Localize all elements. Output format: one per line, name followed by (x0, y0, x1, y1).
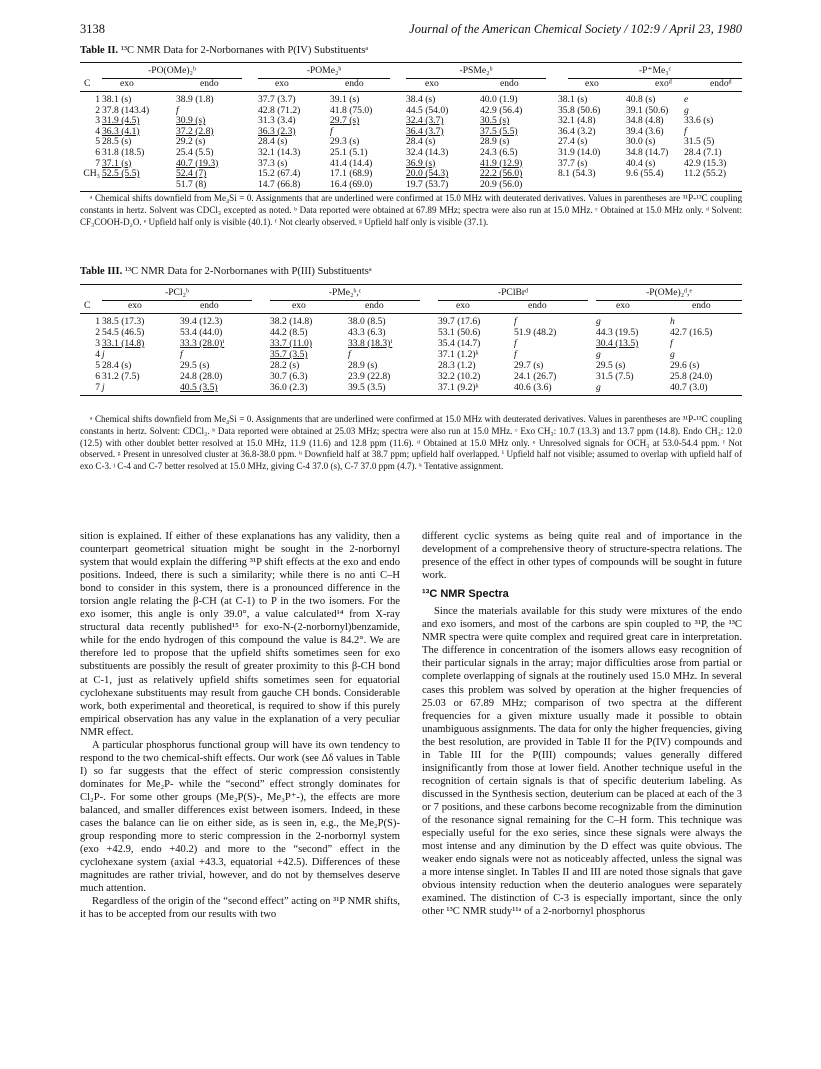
table-cell: e (684, 94, 689, 105)
table-cell: 20.0 (54.3) (406, 168, 449, 180)
table-cell: 44.5 (54.0) (406, 104, 449, 116)
table-subheader: exo (585, 78, 599, 89)
table-cell: 31.5 (7.5) (596, 371, 634, 382)
table-cell: 44.3 (19.5) (596, 327, 639, 338)
table-cell: h (670, 316, 675, 327)
table-cell: 30.7 (6.3) (270, 371, 308, 382)
table-cell: 30.4 (13.5) (596, 338, 639, 349)
table-subheader: exo (456, 300, 470, 311)
table-cell: 38.4 (s) (406, 94, 436, 105)
table-subheader: exo (120, 78, 134, 89)
table-cell: 52.4 (7) (176, 168, 207, 180)
table-cell: 40.5 (3.5) (180, 382, 218, 393)
table-cell: 39.1 (50.6) (626, 104, 669, 116)
table-cell: 32.4 (14.3) (406, 147, 449, 158)
table-cell: 23.9 (22.8) (348, 371, 391, 382)
table-subheader: endoᵈ (710, 78, 732, 89)
table-cell: 34.8 (4.8) (626, 115, 664, 127)
table-group-header: -POMe₂ᵇ (258, 65, 390, 79)
table-cell: f (670, 338, 673, 349)
table-rule (80, 62, 742, 63)
table-cell: 14.7 (66.8) (258, 178, 301, 190)
table-cell: 29.7 (s) (514, 360, 544, 371)
table-subheader: endo (200, 300, 219, 311)
table-cell: f (180, 349, 183, 360)
table-group-header: -P⁺Me₃ᶜ (568, 65, 742, 79)
table-cell: g (596, 349, 601, 360)
table-cell: 37.1 (1.2)ᵏ (438, 349, 479, 360)
table-cell: 43.3 (6.3) (348, 327, 386, 338)
table-cell: 17.1 (68.9) (330, 168, 373, 180)
table-cell: 31.9 (14.0) (558, 147, 601, 158)
table3-caption-text: ¹³C NMR Data for 2-Norbornanes with P(III) Substituentsᵃ (122, 266, 372, 277)
table-rule (80, 91, 742, 92)
table-cell: 40.6 (3.6) (514, 382, 552, 393)
table-cell: 37.1 (9.2)ᵏ (438, 382, 479, 393)
table-cell: 33.1 (14.8) (102, 338, 145, 349)
table-cell: 38.0 (8.5) (348, 316, 386, 327)
table-cell: 42.9 (56.4) (480, 104, 523, 116)
table-cell: 33.3 (28.0)ⁱ (180, 338, 225, 349)
table-row-label: 2 (95, 104, 100, 116)
table-cell: 29.3 (s) (330, 136, 360, 148)
table-cell: 32.1 (14.3) (258, 147, 301, 158)
table-cell: 31.2 (7.5) (102, 371, 140, 382)
table-cell: 37.7 (s) (558, 157, 588, 169)
table3-caption-label: Table III. (80, 266, 123, 277)
table-subheader: exo (425, 78, 439, 89)
right-column (422, 530, 742, 918)
table-cell: f (514, 349, 517, 360)
table-rule (80, 395, 742, 396)
table-row-label: 5 (95, 360, 100, 371)
table3 (80, 284, 742, 409)
table-cell: 28.5 (s) (102, 136, 132, 148)
table-cell: 32.1 (4.8) (558, 115, 596, 127)
table-cell: 38.1 (s) (558, 94, 588, 105)
table-cell: 36.4 (3.2) (558, 125, 596, 137)
table-cell: f (176, 104, 179, 116)
table-cell: 51.7 (8) (176, 178, 207, 190)
table-subheader: endo (200, 78, 219, 89)
table2-caption-label: Table II. (80, 45, 119, 56)
table-group-header: -PCl₂ᵇ (102, 287, 252, 301)
table-rule (80, 284, 742, 285)
table3-footnotes: ᵃ Chemical shifts downfield from Me₄Si = 0. Assignments that are underlined were confirmed at 15.0 MHz with deuterated derivatives. Values in parentheses are ³¹P-¹³C coupling constants in hertz. Solvent: CDCl₃. ᵇ Data reported were obtained at 25.03 MHz; spectra were also run at 15.0 MHz. ᶜ Exo CH₃: 10.7 (13.3) and 13.7 ppm (14.8). Endo CH₃: 12.0 (12.5) with other doublet better resolved at 15.0 MHz, 11.9 (11.6) and 12.8 ppm (11.6). ᵈ Obtained at 15.0 MHz only. ᵉ Unresolved signals for OCH₃ at 53.0-54.4 ppm. ᶠ Not observed. ᵍ Present in unresolved cluster at 36.8-38.0 ppm. ʰ Downfield half at 38.7 ppm; upfield half overlapped. ⁱ Upfield half not visible; assumed to overlap with upfield half of exo C-3. ʲ C-4 and C-7 better resolved at 15.0 MHz, giving C-4 37.0 (s), C-7 37.0 ppm (4.7). ᵏ Tentative assignment. (80, 414, 742, 472)
table-cell: 28.4 (s) (102, 360, 132, 371)
table-cell: 30.0 (s) (626, 136, 656, 148)
table-cell: 36.0 (2.3) (270, 382, 308, 393)
table-row-label: 5 (95, 136, 100, 148)
table-cell: 40.7 (3.0) (670, 382, 708, 393)
table-group-header: -PSMe₂ᵇ (406, 65, 546, 79)
table-cell: 9.6 (55.4) (626, 168, 664, 180)
table-cell: f (348, 349, 351, 360)
left-paragraph: sition is explained. If either of these explanations has any validity, then a counterpart geometrical situation might be sought in the 2-norbornyl system that would explain the differing ³¹P shift effects at the exo and endo positions. Indeed, there is such a similarity; while there is no anti C–H bond to consider in this system, there is a pronounced difference in the torsion angle relating the β-CH (at C-1) to P in the two isomers. For the exo isomer, this angle is only 39.0°, a value calculated¹⁴ from X-ray structural data recently published¹⁵ for exo-N-(2-norbornyl)benzamide, while for the endo hydrogen of this compound the value is 84.2°. We are therefore led to propose that the upfield shifts sometimes seen for exo substituents are possibly the result of greater proximity to this β-CH bond at C-1, just as relatively upfield shifts sometimes seen for equatorial cyclohexane substituents may result from gauche CH bonds. Considerable work, both experimental and theoretical, is required to show if this purely empirical observation has any value in the explanation of a very peculiar NMR effect. (80, 531, 400, 738)
table-cell: 32.2 (10.2) (438, 371, 481, 382)
table-row-label: 7 (95, 157, 100, 169)
table-cell: 53.1 (50.6) (438, 327, 481, 338)
table-cell: 51.9 (48.2) (514, 327, 557, 338)
right-paragraph: different cyclic systems as being quite real and of importance in the development of a comprehensive theory of structure-spectra relations. The presence of the effect in other types of compounds will be sought in future work. (422, 531, 742, 582)
table-cell: 41.9 (12.9) (480, 157, 523, 169)
table-cell: 33.6 (s) (684, 115, 714, 127)
table-cell: 15.2 (67.4) (258, 168, 301, 180)
table-cell: 38.9 (1.8) (176, 94, 214, 105)
table-cell: 28.4 (7.1) (684, 147, 722, 158)
table-cell: 40.7 (19.3) (176, 157, 219, 169)
table-cell: 24.3 (6.5) (480, 147, 518, 158)
table-row-label: 2 (95, 327, 100, 338)
table-group-header: -PClBrᵈ (438, 287, 588, 301)
table-cell: 25.1 (5.1) (330, 147, 368, 158)
table-cell: 19.7 (53.7) (406, 178, 449, 190)
left-paragraph: A particular phosphorus functional group will have its own tendency to respond to the two chemical-shift effects. Our work (see Δδ values in Table I) so far suggests that the effect of steric compression consistently dominates for Me₂P- while the “second” effect strongly dominates for Cl₂P-. For some other groups (Me₂P(S)-, Me₃P⁺-), the effects are more balanced, and smaller differences exist between isomers. Indeed, in these cases the balance can lie on either side, as is seen in, e.g., the Me₂P(S)- group responding more to steric compression in the 2-norbornyl system (exo +42.9, endo +40.2) and more to the “second” effect in the cyclohexane system (axial +43.3, equatorial +42.5). Differences of these magnitudes are rather trivial, however, and do not by themselves deserve much attention. (80, 739, 400, 895)
table-cell: f (330, 125, 333, 137)
table-cell: 32.4 (3.7) (406, 115, 444, 127)
table-cell: 54.5 (46.5) (102, 327, 145, 338)
table-cell: 37.5 (5.5) (480, 125, 518, 137)
table-row-label: 6 (95, 147, 100, 158)
journal-citation: Journal of the American Chemical Society / 102:9 / April 23, 1980 (409, 22, 742, 36)
table-cell: 35.4 (14.7) (438, 338, 481, 349)
table-cell: 22.2 (56.0) (480, 168, 523, 180)
table-cell: 11.2 (55.2) (684, 168, 727, 180)
table-cell: g (596, 382, 601, 393)
table-cell: 31.8 (18.5) (102, 147, 145, 158)
table-cell: 29.5 (s) (180, 360, 210, 371)
page-number: 3138 (80, 22, 105, 36)
table-cell: 39.7 (17.6) (438, 316, 481, 327)
table-row-label: 1 (95, 94, 100, 105)
table-row-label: CH₃ (83, 168, 100, 180)
table-cell: 31.3 (3.4) (258, 115, 296, 127)
table-cell: 28.2 (s) (270, 360, 300, 371)
section-heading: ¹³C NMR Spectra (422, 588, 509, 601)
table-cell: 20.9 (56.0) (480, 178, 523, 190)
left-paragraph: Regardless of the origin of the “second effect” acting on ³¹P NMR shifts, it has to be accepted from our results with two (80, 896, 400, 921)
table-cell: 39.1 (s) (330, 94, 360, 105)
table-subheader: exo (275, 78, 289, 89)
table-cell: 40.0 (1.9) (480, 94, 518, 105)
table-cell: 27.4 (s) (558, 136, 588, 148)
table-cell: 29.6 (s) (670, 360, 700, 371)
table-cell: 41.4 (14.4) (330, 157, 373, 169)
table2 (80, 62, 742, 192)
table-cell: 38.2 (14.8) (270, 316, 313, 327)
table-column-header-c: C (84, 78, 91, 89)
right-paragraph: Since the materials available for this study were mixtures of the endo and exo isomers, and most of the carbons are spin coupled to ³¹P, the ¹³C NMR spectra were quite complex and required great care in interpretation. The difference in concentration of the isomers allows easy recognition of their particular signals in the array; major difficulties arose from partial or complete overlapping of signals at the routinely used 15.0 MHz. In several cases this problem was solved by operation at the higher frequencies of 25.03 or 67.89 MHz; comparison of two spectra at the different frequencies for a given mixture usually made it possible to obtain unambiguous assignments. The data for only the higher frequencies, giving the best resolution, are provided in Table II for the P(IV) compounds and in Table III for the P(III) compounds; values generally differed insignificantly from those at lower field. Another technique useful in the recognition of certain signals is that of specific deuterium labeling. As discussed in the Synthesis section, deuterium can be placed at each of the 3 or 7 positions, and these carbons become recognizable from the diminution of the resonance signal remaining for the C–H form. This technique was especially useful for the exo series, since these signals were always the most intense and any diminution by the D effect was quite obvious. The weaker endo signals were not as noticeably affected, unless the signal was a more intense singlet. In Tables II and III are noted those signals that gave obvious intensity reduction when the deuterio analogues were separately examined. The distinction of C-3 is especially important, since the only other ¹³C NMR study¹¹ᵃ of a 2-norbornyl phosphorus (422, 606, 742, 918)
table-cell: 36.4 (3.7) (406, 125, 444, 137)
table-cell: 36.3 (2.3) (258, 125, 296, 137)
table-cell: 44.2 (8.5) (270, 327, 308, 338)
table-cell: f (514, 316, 517, 327)
table-cell: 38.5 (17.3) (102, 316, 145, 327)
table-cell: 29.7 (s) (330, 115, 360, 127)
table-row-label: 4 (95, 349, 100, 360)
table2-footnotes: ᵃ Chemical shifts downfield from Me₄Si = 0. Assignments that are underlined were confirmed at 15.0 MHz with deuterated derivatives. Values in parentheses are ³¹P-¹³C coupling constants in hertz. Solvent was CDCl₃ excepted as noted. ᵇ Data reported were obtained at 67.89 MHz; spectra were also run at 15.0 MHz. ᶜ Obtained at 15.0 MHz only. ᵈ Solvent: CF₃COOH-D₂O. ᵉ Upfield half only is visible (40.1). ᶠ Not clearly observed. ᵍ Upfield half only is visible (37.1). (80, 193, 742, 227)
table-cell: 36.9 (s) (406, 157, 436, 169)
table-group-header: -P(OMe)₂ᵈ,ᵉ (596, 287, 742, 301)
table-cell: g (596, 316, 601, 327)
table-cell: 31.5 (5) (684, 136, 715, 148)
table-subheader: exo (292, 300, 306, 311)
table-cell: 37.8 (143.4) (102, 104, 150, 116)
table-cell: 37.2 (2.8) (176, 125, 214, 137)
table-cell: j (102, 349, 105, 360)
table-cell: 42.8 (71.2) (258, 104, 301, 116)
table-cell: 39.4 (12.3) (180, 316, 223, 327)
table-cell: 35.8 (50.6) (558, 104, 601, 116)
table-cell: 8.1 (54.3) (558, 168, 596, 180)
table-cell: 30.5 (s) (480, 115, 510, 127)
table-cell: 37.7 (3.7) (258, 94, 296, 105)
running-header (80, 20, 742, 38)
table-cell: 25.4 (5.5) (176, 147, 214, 158)
table-rule (80, 313, 742, 314)
table-cell: 28.3 (1.2) (438, 360, 476, 371)
table-cell: 16.4 (69.0) (330, 178, 373, 190)
table-row-label: 6 (95, 371, 100, 382)
table-cell: f (514, 338, 517, 349)
table-cell: j (102, 382, 105, 393)
left-column (80, 530, 400, 921)
table-cell: 39.4 (3.6) (626, 125, 664, 137)
table-cell: 53.4 (44.0) (180, 327, 223, 338)
table-subheader: endo (365, 300, 384, 311)
table-cell: 37.3 (s) (258, 157, 288, 169)
table-cell: 30.9 (s) (176, 115, 206, 127)
table-subheader: endo (692, 300, 711, 311)
table-group-header: -PMe₂ᵇ,ᶜ (270, 287, 420, 301)
table-cell: 52.5 (5.5) (102, 168, 140, 180)
table-cell: g (670, 349, 675, 360)
table-cell: 38.1 (s) (102, 94, 132, 105)
table2-caption (80, 44, 742, 58)
table-cell: 28.4 (s) (406, 136, 436, 148)
table-cell: 39.5 (3.5) (348, 382, 386, 393)
table-row-label: 4 (95, 125, 100, 137)
table-cell: f (684, 125, 687, 137)
table-cell: 34.8 (14.7) (626, 147, 669, 158)
table3-caption (80, 265, 742, 279)
table-subheader: endo (528, 300, 547, 311)
table-cell: 28.9 (s) (480, 136, 510, 148)
table-group-header: -PO(OMe)₂ᵇ (102, 65, 242, 79)
table-cell: 28.4 (s) (258, 136, 288, 148)
table-cell: 31.9 (4.5) (102, 115, 140, 127)
table-cell: 42.7 (16.5) (670, 327, 713, 338)
table-cell: 33.8 (18.3)ⁱ (348, 338, 393, 349)
table-cell: 37.1 (s) (102, 157, 132, 169)
table-subheader: endo (345, 78, 364, 89)
table-row-label: 7 (95, 382, 100, 393)
table-subheader: exo (128, 300, 142, 311)
table2-caption-text: ¹³C NMR Data for 2-Norbornanes with P(IV) Substituentsᵃ (118, 45, 369, 56)
table-cell: 40.8 (s) (626, 94, 656, 105)
table-subheader: endo (500, 78, 519, 89)
table-row-label: 3 (95, 115, 100, 127)
table-cell: g (684, 104, 689, 116)
table-row-label: 1 (95, 316, 100, 327)
table-cell: 41.8 (75.0) (330, 104, 373, 116)
table-cell: 33.7 (11.0) (270, 338, 313, 349)
table-cell: 35.7 (3.5) (270, 349, 308, 360)
table-cell: 29.2 (s) (176, 136, 206, 148)
table-cell: 40.4 (s) (626, 157, 656, 169)
table-cell: 36.3 (4.1) (102, 125, 140, 137)
table-cell: 28.9 (s) (348, 360, 378, 371)
table-column-header-c: C (84, 300, 91, 311)
table-subheader: exoᵈ (655, 78, 672, 89)
table-subheader: exo (616, 300, 630, 311)
table-cell: 24.1 (26.7) (514, 371, 557, 382)
table-cell: 25.8 (24.0) (670, 371, 713, 382)
table-cell: 24.8 (28.0) (180, 371, 223, 382)
table-cell: 29.5 (s) (596, 360, 626, 371)
table-cell: 42.9 (15.3) (684, 157, 727, 169)
table-row-label: 3 (95, 338, 100, 349)
